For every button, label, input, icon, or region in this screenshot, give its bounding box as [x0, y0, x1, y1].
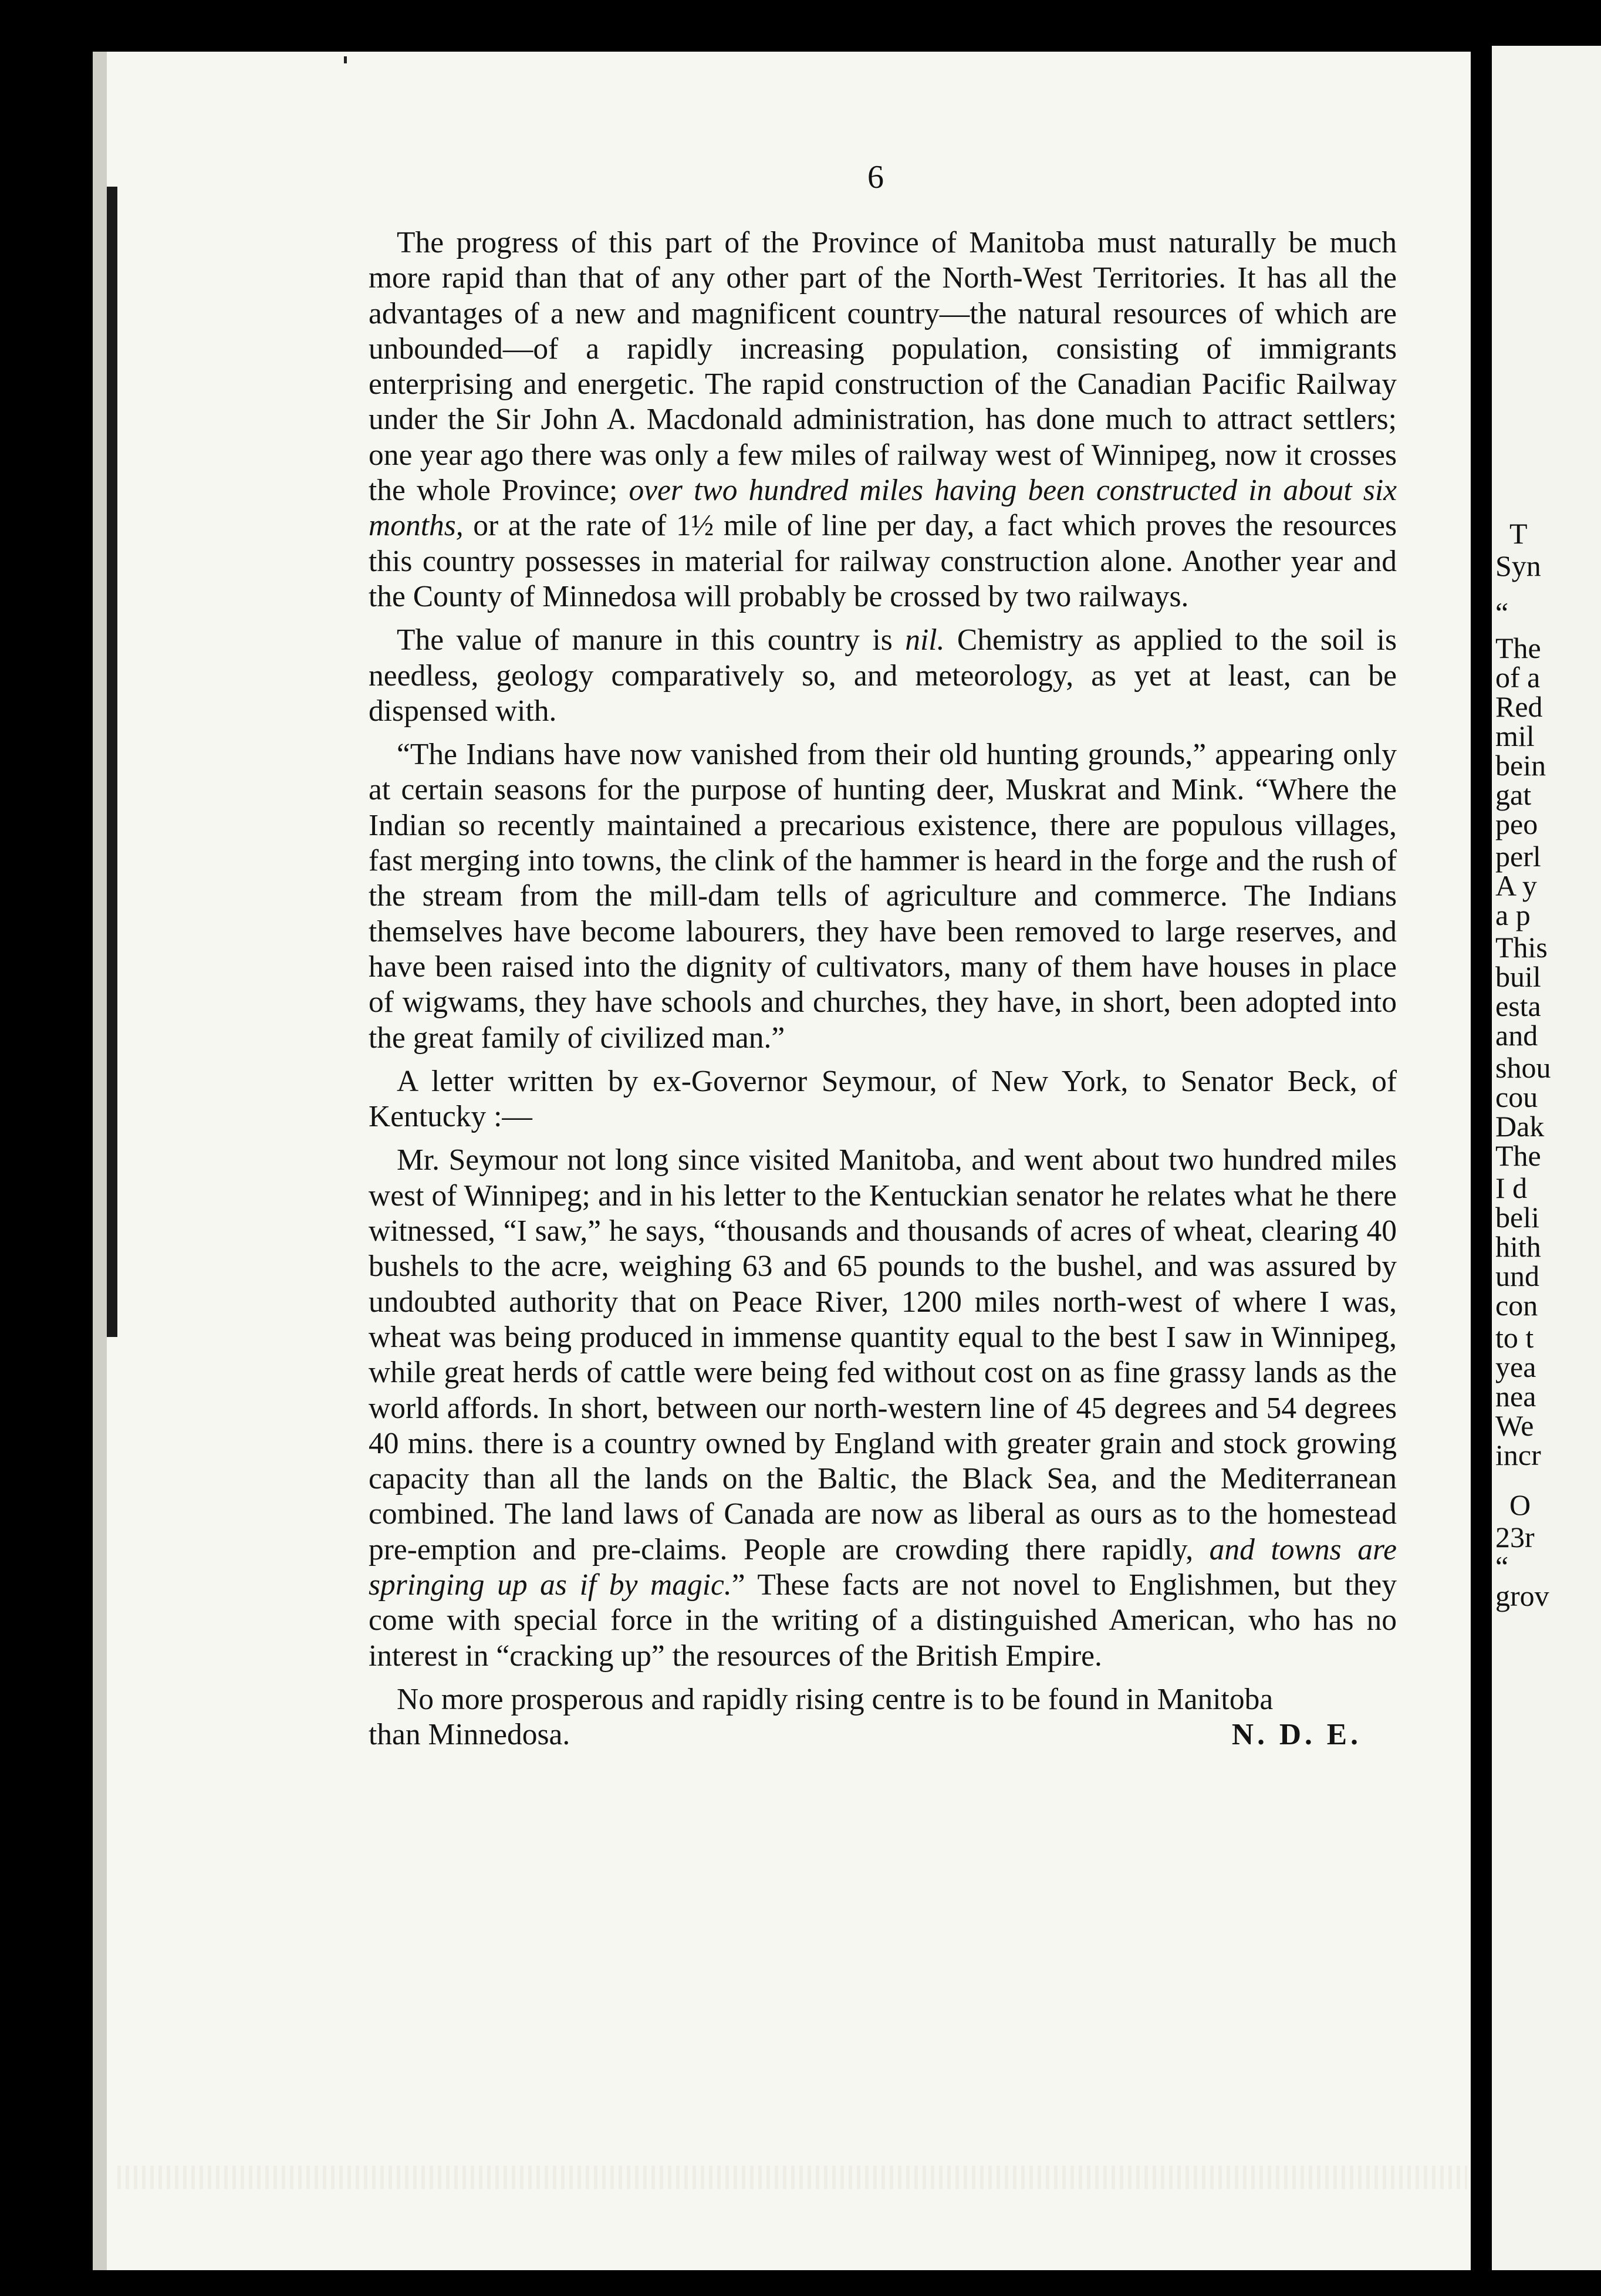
- closing-line-1: No more prosperous and rapidly rising centre is to be found in Manitoba: [397, 1682, 1274, 1716]
- adjacent-page-fragment: [1492, 46, 1601, 2270]
- adjacent-page-text-fragment: peo: [1495, 808, 1538, 840]
- adjacent-page-text-fragment: cou: [1495, 1081, 1538, 1113]
- adjacent-page-text-fragment: “: [1495, 596, 1509, 629]
- adjacent-page-text-fragment: I d: [1495, 1171, 1528, 1204]
- adjacent-page-text-fragment: Syn: [1495, 549, 1541, 582]
- paragraph-closing: [369, 1682, 1397, 1717]
- text-run: “The Indians have now vanished from their old hunting grounds,” appearing only at certain seasons for the purpose of hunting deer, Muskrat and Mink. “Where the Indian so recently maintained a precarious existence, there are populous villages, fast merging into towns, the clink of the hammer is heard in the forge and the rush of the stream from the mill-dam tells of agriculture and commerce. The Indians themselves have become labourers, they have been removed to large reserves, and have been raised into the dignity of cultivators, many of them have houses in place of wigwams, they have schools and churches, they have, in short, been adopted into the great family of civilized man.”: [369, 738, 1397, 1055]
- scan-speck: [344, 56, 347, 63]
- adjacent-page-text-fragment: to t: [1495, 1321, 1534, 1354]
- adjacent-page-text-fragment: mil: [1495, 720, 1535, 752]
- italic-text-run: nil.: [905, 623, 945, 657]
- adjacent-page-text-fragment: A y: [1495, 869, 1537, 902]
- text-run: Chemistry as applied to the soil is needless, geology comparatively so, and meteorology, as yet at least, can be dispensed with.: [369, 623, 1397, 728]
- adjacent-page-text-fragment: The: [1495, 1139, 1541, 1172]
- page-number: 6: [867, 159, 884, 195]
- adjacent-page-text-fragment: beli: [1495, 1201, 1539, 1234]
- adjacent-page-text-fragment: The: [1495, 632, 1541, 664]
- adjacent-page-text-fragment: incr: [1495, 1439, 1541, 1471]
- paragraph-manure-soil: [369, 623, 1397, 729]
- author-signature: N. D. E.: [1231, 1718, 1362, 1752]
- italic-text-run: and towns are springing up as if by magic.: [369, 1532, 1397, 1602]
- paragraph-indians-quote: [369, 737, 1397, 1056]
- text-run: The value of manure in this country is: [397, 623, 906, 657]
- adjacent-page-text-fragment: und: [1495, 1260, 1539, 1292]
- binding-margin-bar: [107, 187, 117, 1337]
- italic-text-run: over two hundred miles having been constructed in about six months,: [369, 474, 1397, 543]
- book-gutter: [1471, 52, 1492, 2270]
- adjacent-page-text-fragment: O: [1509, 1488, 1531, 1521]
- adjacent-page-text-fragment: buil: [1495, 960, 1541, 993]
- paragraph-seymour-account: [369, 1143, 1397, 1673]
- adjacent-page-text-fragment: T: [1509, 517, 1528, 550]
- adjacent-page-text-fragment: of a: [1495, 661, 1541, 694]
- closing-line-2: than Minnedosa.: [369, 1718, 570, 1752]
- adjacent-page-text-fragment: grov: [1495, 1579, 1549, 1612]
- page-edge-shadow: [93, 52, 107, 2270]
- text-run: ” These facts are not novel to Englishmen, but they come with special force in the writing of a distinguished American, who has no interest in “cracking up” the resources of the British Empire.: [369, 1568, 1397, 1673]
- adjacent-page-text-fragment: con: [1495, 1289, 1538, 1322]
- text-run: or at the rate of 1½ mile of line per day, a fact which proves the resources this country possesses in material for railway construction alone. Another year and the County of Minnedosa will probably be crossed by two railways.: [369, 509, 1397, 613]
- scan-artifact-strip: [117, 2166, 1467, 2189]
- adjacent-page-text-fragment: nea: [1495, 1380, 1536, 1413]
- adjacent-page-text-fragment: This: [1495, 931, 1548, 964]
- adjacent-page-text-fragment: 23r: [1495, 1521, 1535, 1554]
- text-run: The progress of this part of the Province of Manitoba must naturally be much more rapid than that of any other part of the North-West Territories. It has all the advantages of a new and magnificent country—the natural resources of which are unbounded—of a rapidly increasing population, consisting of immigrants enterprising and energetic. The rapid construction of the Canadian Pacific Railway under the Sir John A. Macdonald administration, has done much to attract settlers; one year ago there was only a few miles of railway west of Winnipeg, now it crosses the whole Province;: [369, 226, 1397, 508]
- adjacent-page-text-fragment: Red: [1495, 690, 1543, 723]
- adjacent-page-text-fragment: Dak: [1495, 1110, 1545, 1143]
- body-text: [369, 225, 1397, 1753]
- adjacent-page-text-fragment: esta: [1495, 990, 1541, 1022]
- adjacent-page-text-fragment: hith: [1495, 1230, 1541, 1263]
- adjacent-page-text-fragment: gat: [1495, 778, 1532, 811]
- adjacent-page-text-fragment: bein: [1495, 749, 1546, 782]
- adjacent-page-text-fragment: We: [1495, 1409, 1534, 1442]
- paragraph-railway-progress: [369, 225, 1397, 614]
- adjacent-page-text-fragment: shou: [1495, 1051, 1551, 1084]
- adjacent-page-text-fragment: “: [1495, 1550, 1509, 1583]
- adjacent-page-text-fragment: and: [1495, 1019, 1538, 1052]
- text-run: A letter written by ex-Governor Seymour, of New York, to Senator Beck, of Kentucky :—: [369, 1064, 1397, 1134]
- text-run: Mr. Seymour not long since visited Manitoba, and went about two hundred miles west of Winnipeg; and in his letter to the Kentuckian senator he relates what he there witnessed, “I saw,” he says, “thousands and thousands of acres of wheat, clearing 40 bushels to the acre, weighing 63 and 65 pounds to the bushel, and was assured by undoubted authority that on Peace River, 1200 miles north-west of where I was, wheat was being produced in immense quantity equal to the best I saw in Winnipeg, while great herds of cattle were being fed without cost on as fine grassy lands as the world affords. In short, between our north-western line of 45 degrees and 54 degrees 40 mins. there is a country owned by England with greater grain and stock growing capacity than all the lands on the Baltic, the Black Sea, and the Mediterranean combined. The land laws of Canada are now as liberal as ours as to the homestead pre-emption and pre-claims. People are crowding there rapidly,: [369, 1143, 1397, 1566]
- adjacent-page-text-fragment: a p: [1495, 899, 1531, 931]
- paragraph-seymour-letter-intro: [369, 1064, 1397, 1135]
- closing-signature-row: [369, 1717, 1397, 1753]
- adjacent-page-text-fragment: yea: [1495, 1350, 1536, 1383]
- adjacent-page-text-fragment: perl: [1495, 840, 1541, 873]
